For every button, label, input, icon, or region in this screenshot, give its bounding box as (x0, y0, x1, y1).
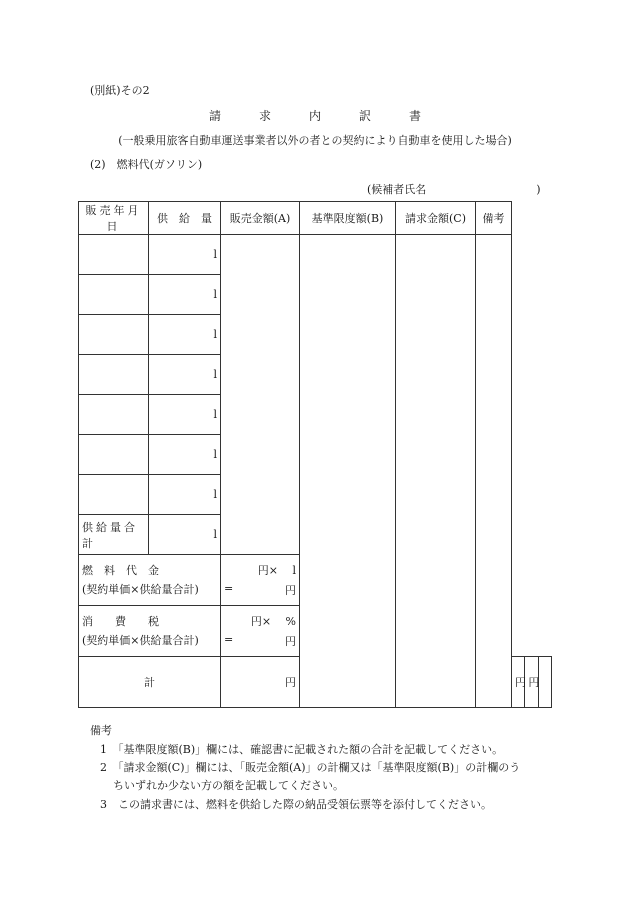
sale-date-cell[interactable] (79, 275, 149, 315)
total-a-cell[interactable]: 円 (221, 657, 300, 708)
tax-label-line1: 消 費 税 (82, 615, 159, 628)
supply-cell[interactable]: l (149, 275, 221, 315)
fuel-cost-calc-line1: 円× l (257, 564, 296, 577)
tax-equals: = (224, 633, 234, 646)
remarks-cell[interactable] (476, 235, 512, 708)
fuel-cost-label-line1: 燃 料 代 金 (82, 564, 159, 577)
sale-date-cell[interactable] (79, 235, 149, 275)
header-claim-amount: 請求金額(C) (396, 202, 476, 235)
supply-cell[interactable]: l (149, 395, 221, 435)
supply-cell[interactable]: l (149, 315, 221, 355)
sale-date-cell[interactable] (79, 475, 149, 515)
title-char: 訳 (359, 109, 372, 123)
document-subtitle: (一般乗用旅客自動車運送事業者以外の者との契約により自動車を使用した場合) (118, 134, 512, 147)
title-char: 請 (208, 109, 221, 123)
candidate-name-field[interactable] (367, 181, 541, 197)
fuel-cost-calc-line2: 円 (285, 584, 296, 597)
supply-total-label: 供給量合計 (79, 515, 149, 555)
header-standard-limit: 基準限度額(B) (300, 202, 396, 235)
fuel-cost-label (79, 555, 221, 606)
total-c-cell[interactable]: 円 (525, 657, 538, 708)
total-remarks-cell[interactable] (538, 657, 551, 708)
sale-date-cell[interactable] (79, 395, 149, 435)
header-supply-amount: 供 給 量 (149, 202, 221, 235)
sale-date-cell[interactable] (79, 435, 149, 475)
sale-date-cell[interactable] (79, 315, 149, 355)
note-2: 2 「請求金額(C)」欄には、「販売金額(A)」の計欄又は「基準限度額(B)」の計欄のう (100, 761, 521, 774)
table-header-row (79, 202, 552, 235)
header-remarks: 備考 (476, 202, 512, 235)
attachment-label: (別紙)その2 (90, 84, 150, 97)
candidate-close: ) (536, 183, 541, 196)
note-3: 3 この請求書には、燃料を供給した際の納品受領伝票等を添付してください。 (100, 798, 492, 811)
tax-label (79, 606, 221, 657)
tax-calc-line1: 円× % (250, 615, 296, 628)
sale-date-cell[interactable] (79, 355, 149, 395)
claim-amount-cell[interactable] (396, 235, 476, 708)
supply-cell[interactable]: l (149, 355, 221, 395)
table-row (79, 235, 552, 275)
section-heading: (2) 燃料代(ガソリン) (90, 158, 203, 171)
title-char: 書 (409, 109, 422, 123)
title-char: 内 (308, 109, 321, 123)
supply-cell[interactable]: l (149, 435, 221, 475)
candidate-open: (候補者氏名 (367, 183, 427, 196)
header-sales-amount: 販売金額(A) (221, 202, 300, 235)
title-char: 求 (258, 109, 271, 123)
supply-cell[interactable]: l (149, 235, 221, 275)
standard-limit-cell[interactable] (300, 235, 396, 708)
notes-heading: 備考 (90, 724, 112, 737)
fuel-cost-calc-cell[interactable] (221, 555, 300, 606)
note-2-continued: ちいずれか少ない方の額を記載してください。 (113, 779, 344, 792)
header-sale-date: 販売年月日 (79, 202, 149, 235)
tax-calc-line2: 円 (285, 635, 296, 648)
supply-cell[interactable]: l (149, 475, 221, 515)
tax-calc-cell[interactable] (221, 606, 300, 657)
fuel-cost-equals: = (224, 582, 234, 595)
document-title (0, 107, 630, 124)
total-label: 計 (79, 657, 221, 708)
billing-detail-table (78, 201, 552, 708)
supply-total-cell[interactable]: l (149, 515, 221, 555)
fuel-cost-label-line2: (契約単価×供給量合計) (82, 583, 199, 596)
tax-label-line2: (契約単価×供給量合計) (82, 634, 199, 647)
sales-amount-cell[interactable] (221, 235, 300, 555)
total-b-cell[interactable]: 円 (512, 657, 525, 708)
note-1: 1 「基準限度額(B)」欄には、確認書に記載された額の合計を記載してください。 (100, 743, 504, 756)
